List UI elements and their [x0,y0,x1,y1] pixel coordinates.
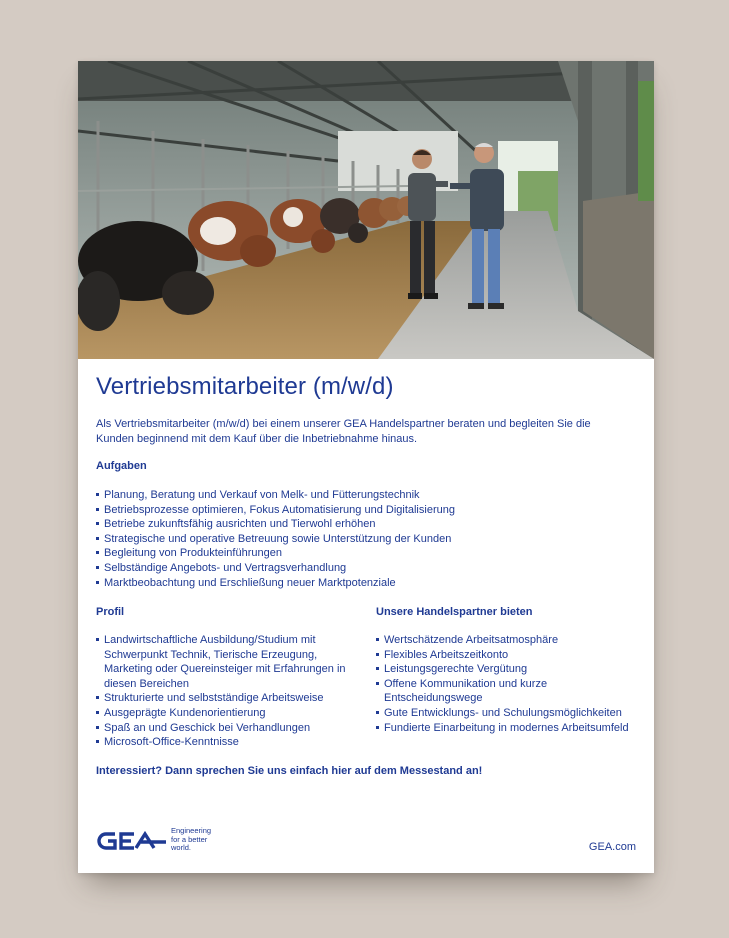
tagline-line: for a better [171,834,208,844]
list-item: Betriebsprozesse optimieren, Fokus Automatisierung und Digitalisierung [96,503,636,518]
list-item: Offene Kommunikation und kurze Entscheidungswege [376,677,636,706]
job-title: Vertriebsmitarbeiter (m/w/d) [96,373,394,400]
list-item: Wertschätzende Arbeitsatmosphäre [376,633,636,648]
call-to-action: Interessiert? Dann sprechen Sie uns einfach hier auf dem Messestand an! [96,765,483,777]
barn-photo [78,61,654,359]
list-item: Leistungsgerechte Vergütung [376,662,636,677]
list-item: Selbständige Angebots- und Vertragsverhandlung [96,561,636,576]
list-item: Microsoft-Office-Kenntnisse [96,735,346,750]
list-item: Strukturierte und selbstständige Arbeitsweise [96,691,346,706]
aufgaben-list [96,488,636,590]
aufgaben-heading: Aufgaben [96,460,147,472]
angebot-list [376,633,636,735]
list-item: Flexibles Arbeitszeitkonto [376,648,636,663]
tagline-line: world. [171,843,192,853]
list-item: Gute Entwicklungs- und Schulungsmöglichkeiten [376,706,636,721]
profil-list [96,633,346,750]
list-item: Fundierte Einarbeitung in modernes Arbeitsumfeld [376,721,636,736]
list-item: Strategische und operative Betreuung sowie Unterstützung der Kunden [96,532,636,547]
list-item: Marktbeobachtung und Erschließung neuer Marktpotenziale [96,576,636,591]
logo-tagline [171,827,211,853]
list-item: Begleitung von Produkteinführungen [96,546,636,561]
job-flyer [78,61,654,873]
website-link[interactable]: GEA.com [588,841,636,853]
list-item: Planung, Beratung und Verkauf von Melk- und Fütterungstechnik [96,488,636,503]
angebot-heading: Unsere Handelspartner bieten [376,606,533,618]
gea-logo [96,826,168,856]
list-item: Betriebe zukunftsfähig ausrichten und Tierwohl erhöhen [96,517,636,532]
intro-text: Als Vertriebsmitarbeiter (m/w/d) bei einem unserer GEA Handelspartner beraten und begleiten Sie die Kunden beginnend mit dem Kauf über die Inbetriebnahme hinaus. [96,418,591,445]
profil-heading: Profil [96,606,125,618]
list-item: Spaß an und Geschick bei Verhandlungen [96,721,346,736]
list-item: Ausgeprägte Kundenorientierung [96,706,346,721]
list-item: Landwirtschaftliche Ausbildung/Studium mit Schwerpunkt Technik, Tierische Erzeugung, Marketing oder Quereinsteiger mit Erfahrungen in diesen Bereichen [96,633,346,691]
tagline-line: Engineering [171,826,212,835]
